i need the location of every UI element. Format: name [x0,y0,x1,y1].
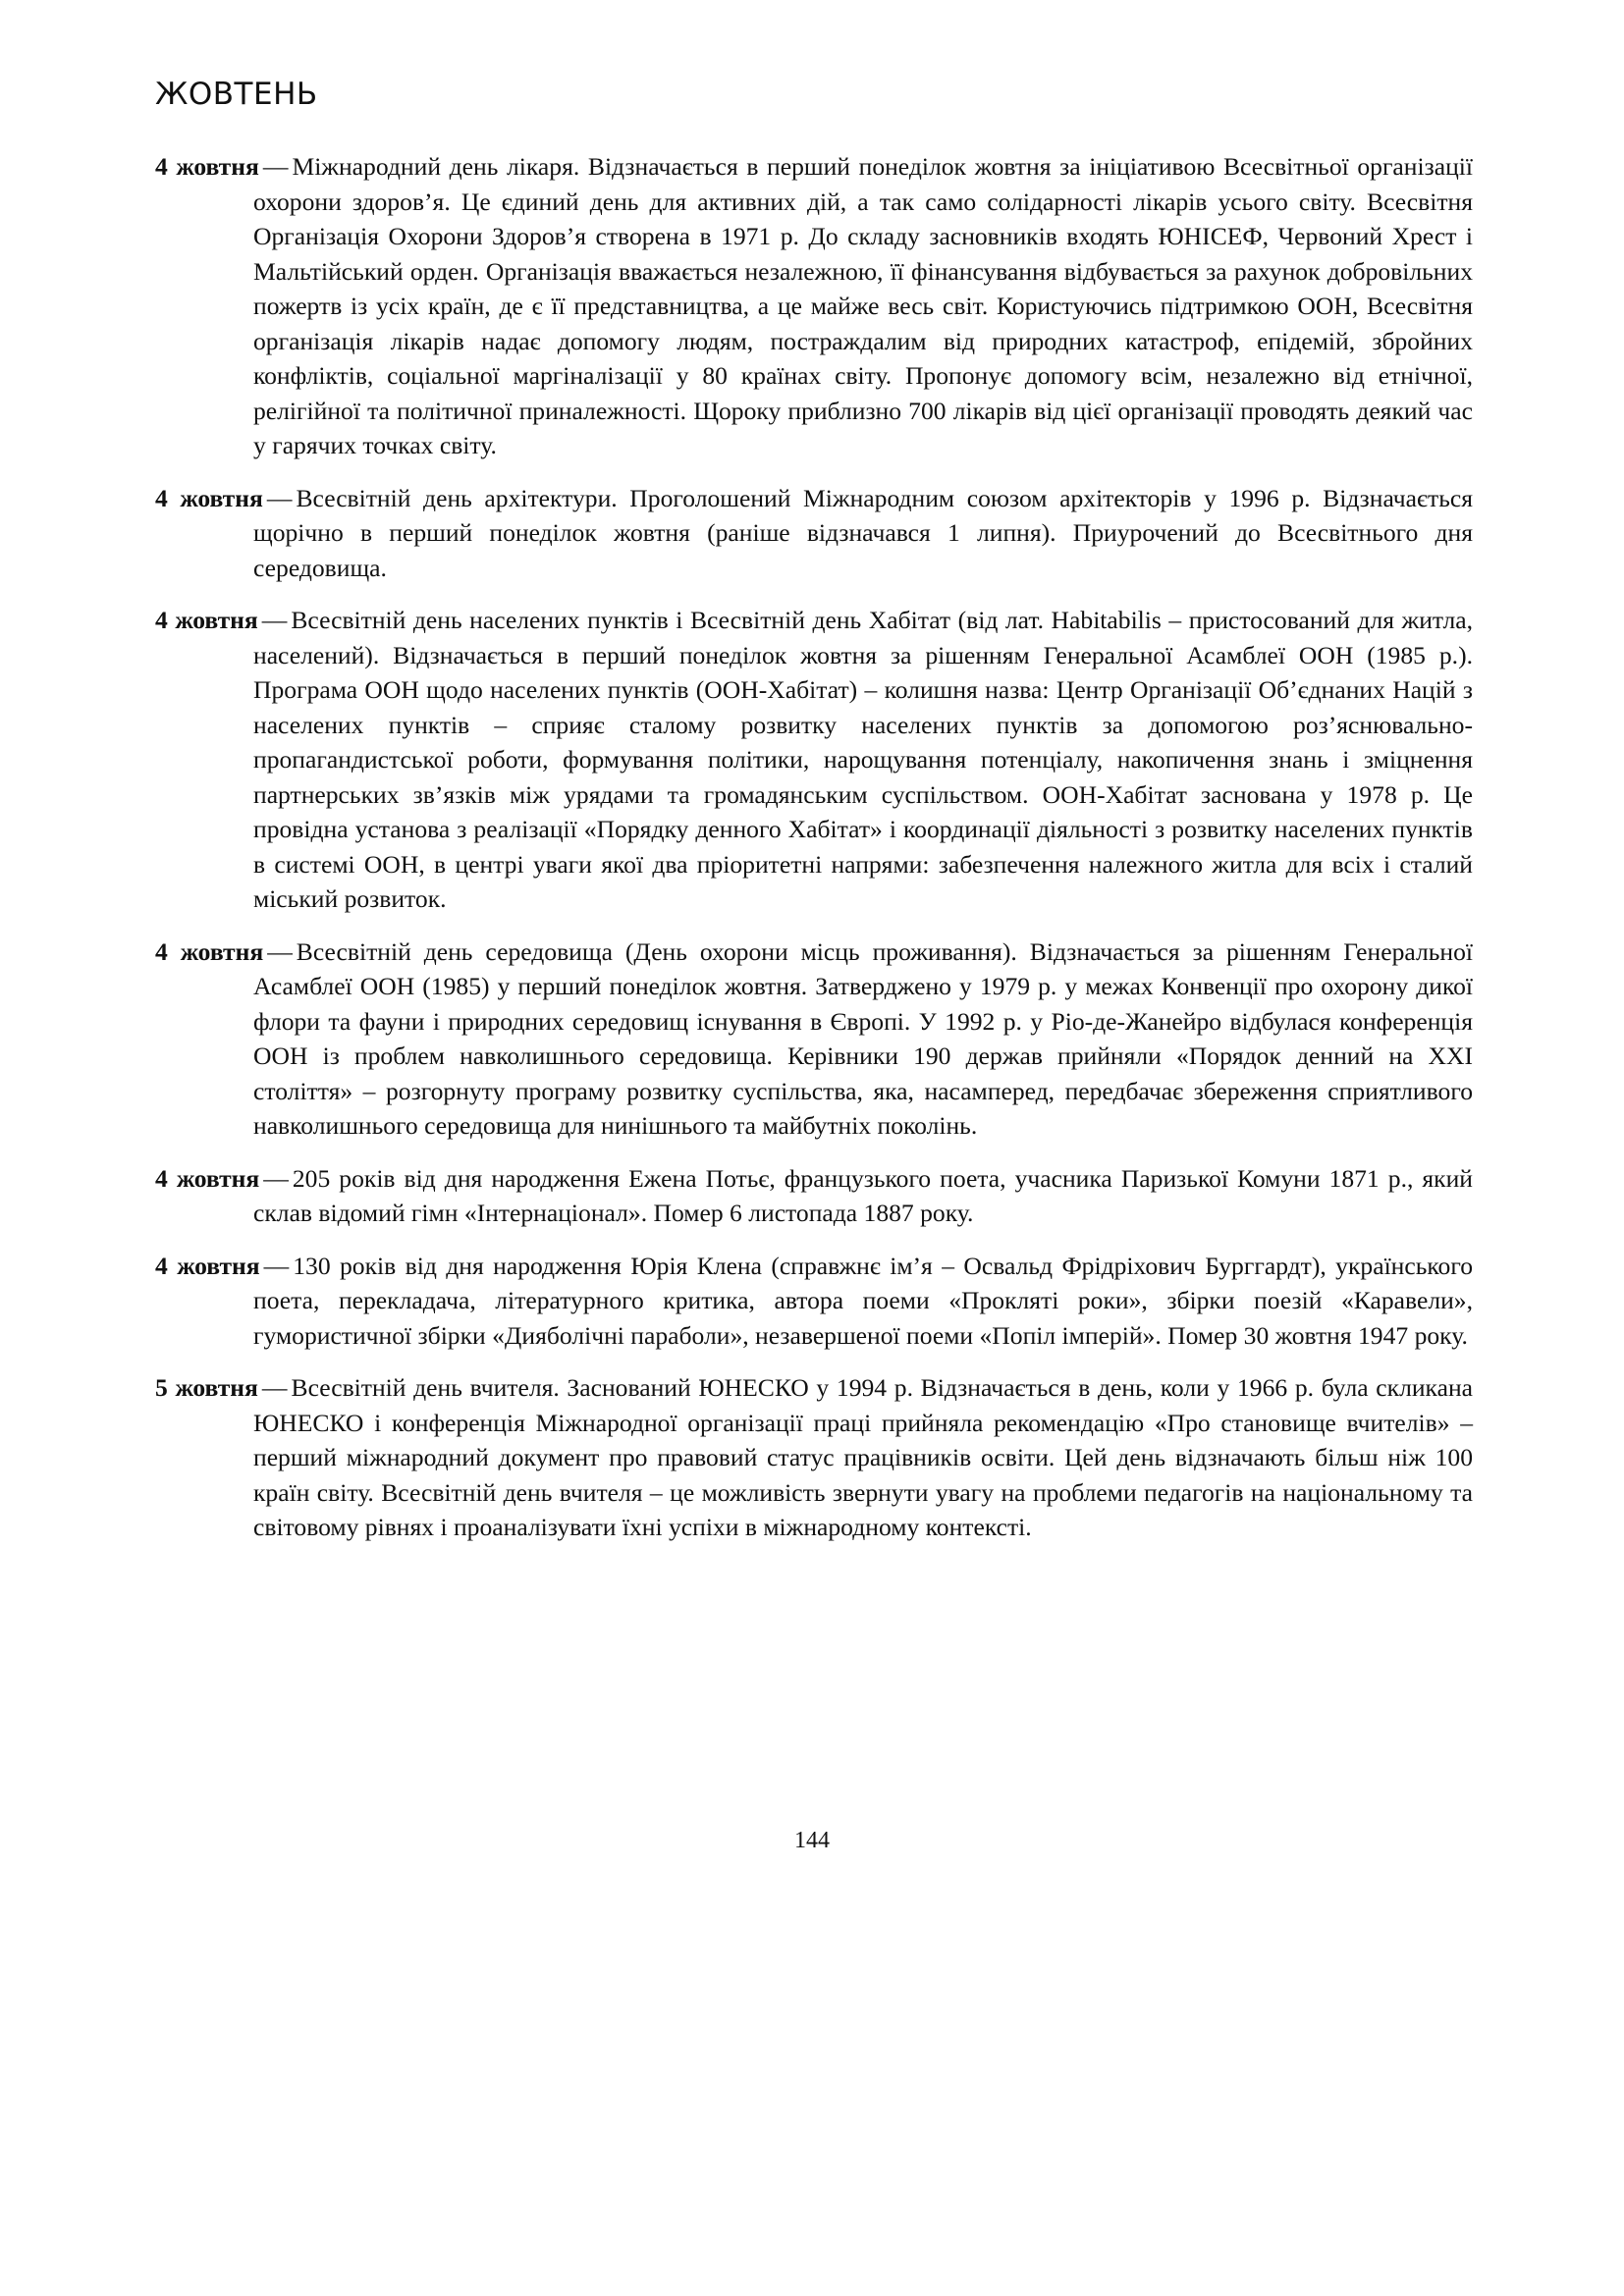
entry-dash: — [261,1373,288,1402]
event-text: Всесвітній день архітектури. Проголошений Міжнародним союзом архітекторів у 1996 р. Відзначається щорічно в перший понеділок жовтня (раніше відзначався 1 липня). Приурочений до Всесвітнього дня середовища. [253,483,1473,582]
event-entry [155,603,1473,917]
event-date: 4 жовтня [155,1163,260,1193]
event-text: Міжнародний день лікаря. Відзначається в перший понеділок жовтня за ініціативою Всесвітньої організації охорони здоров’я. Це єдиний день для активних дій, а так само солідарності лікарів усього світу. Всесвітня Організація Охорони Здоров’я створена в 1971 р. До складу засновників входять ЮНІСЕФ, Червоний Хрест і Мальтійський орден. Організація вважається незалежною, її фінансування відбувається за рахунок добровільних пожертв із усіх країн, де є її представництва, а це майже весь світ. Користуючись підтримкою ООН, Всесвітня організація лікарів надає допомогу людям, постраждалим від природних катастроф, епідемій, збройних конфліктів, соціальної маргіналізації у 80 країнах світу. Пропонує допомогу всім, незалежно від етнічної, релігійної та політичної приналежності. Щороку приблизно 700 лікарів від цієї організації проводять деякий час у гарячих точках світу. [253,152,1473,459]
page-number: 144 [794,1828,830,1853]
event-entry [155,1370,1473,1545]
event-date: 4 жовтня [155,483,263,512]
event-entry [155,481,1473,586]
entry-dash: — [266,483,293,512]
entry-dash: — [263,1251,290,1280]
event-date: 4 жовтня [155,152,259,181]
event-entry [155,1249,1473,1354]
entry-dash: — [263,1163,289,1193]
event-text: 130 років від дня народження Юрія Клена (справжнє ім’я – Освальд Фрідріхович Бурггардт), українського поета, перекладача, літературного критика, автора поеми «Прокляті роки», збірки поезій «Каравели», гумористичної збірки «Дияболічні параболи», незавершеної поеми «Попіл імперій». Помер 30 жовтня 1947 року. [253,1251,1473,1350]
event-text: 205 років від дня народження Ежена Потьє, французького поета, учасника Паризької Комуни 1871 р., який склав відомий гімн «Інтернаціонал». Помер 6 листопада 1887 року. [253,1163,1473,1227]
event-entry [155,149,1473,463]
event-date: 5 жовтня [155,1373,258,1402]
event-date: 4 жовтня [155,606,258,634]
entry-dash: — [262,152,289,181]
entry-dash: — [261,606,288,634]
event-text: Всесвітній день середовища (День охорони місць проживання). Відзначається за рішенням Генеральної Асамблеї ООН (1985) у перший понеділок жовтня. Затверджено у 1979 р. у межах Конвенції про охорону дикої флори та фауни і природних середовищ існування в Європі. У 1992 р. у Ріо-де-Жанейро відбулася конференція ООН із проблем навколишнього середовища. Керівники 190 держав прийняли «Порядок денний на XXI століття» – розгорнуту програму розвитку суспільства, яка, насамперед, передбачає збереження сприятливого навколишнього середовища для нинішнього та майбутніх поколінь. [253,936,1473,1140]
event-date: 4 жовтня [155,1251,260,1280]
month-heading: ЖОВТЕНЬ [155,77,318,112]
event-list [155,149,1473,1563]
event-entry [155,1161,1473,1231]
event-entry [155,934,1473,1144]
event-text: Всесвітній день населених пунктів і Всесвітній день Хабітат (від лат. Habitabilis – пристосований для житла, населений). Відзначається в перший понеділок жовтня за рішенням Генеральної Асамблеї ООН (1985 р.). Програма ООН щодо населених пунктів (ООН-Хабітат) – колишня назва: Центр Організації Об’єднаних Націй з населених пунктів – сприяє сталому розвитку населених пунктів за допомогою роз’яснювально-пропагандистської роботи, формування політики, нарощування потенціалу, накопичення знань і зміцнення партнерських зв’язків між урядами та громадянським суспільством. ООН-Хабітат заснована у 1978 р. Це провідна установа з реалізації «Порядку денного Хабітат» і координації діяльності з розвитку населених пунктів в системі ООН, в центрі уваги якої два пріоритетні напрями: забезпечення належного житла для всіх і сталий міський розвиток. [253,606,1473,913]
event-date: 4 жовтня [155,936,264,966]
event-text: Всесвітній день вчителя. Заснований ЮНЕСКО у 1994 р. Відзначається в день, коли у 1966 р. була скликана ЮНЕСКО і конференція Міжнародної організації праці прийняла рекомендацію «Про становище вчителів» – перший міжнародний документ про правовий статус працівників освіти. Цей день відзначають більш ніж 100 країн світу. Всесвітній день вчителя – це можливість звернути увагу на проблеми педагогів на національному та світовому рівнях і проаналізувати їхні успіхи в міжнародному контексті. [253,1373,1473,1541]
entry-dash: — [267,936,293,966]
